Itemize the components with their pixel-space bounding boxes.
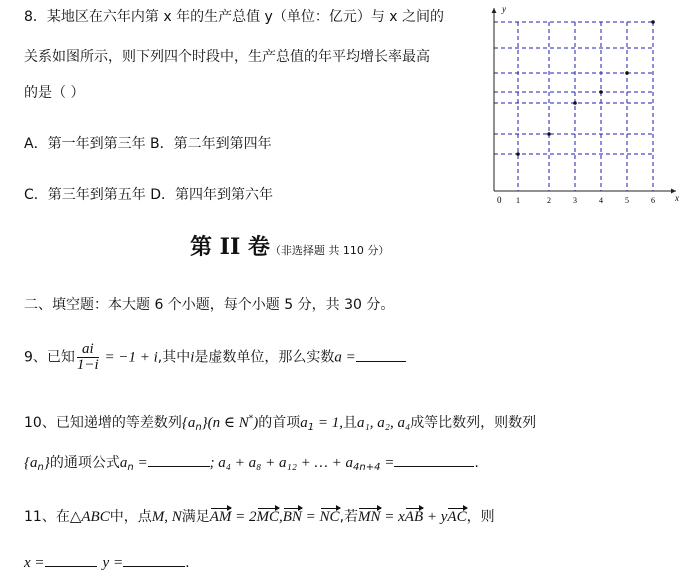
q9-fraction (77, 342, 99, 373)
data-point (599, 90, 603, 94)
growth-graph (470, 4, 680, 214)
q10-line2-sum-sub: 4n+4 (353, 462, 381, 473)
data-point (547, 132, 551, 136)
q11-plus: + y (423, 509, 448, 525)
q11-eq3: = x (380, 509, 405, 525)
q10-cond-close: ) (253, 415, 259, 431)
q10-line2 (24, 452, 479, 473)
part2-heading: 二、填空题：本大题 6 个小题，每个小题 5 分，共 30 分。 (24, 297, 395, 313)
graph-y-axis-label: y (502, 4, 506, 14)
q10-a1: a (300, 415, 308, 431)
q9-mid2: 是虚数单位，那么实数 (194, 349, 335, 366)
q10-line2-an-sub: n (127, 462, 134, 473)
graph-x-tick-5: 5 (625, 196, 629, 205)
q11-vec-nc: NC (319, 509, 340, 525)
q8-option-cd: C．第三年到第五年 D．第四年到第六年 (24, 187, 274, 203)
q10-mid: 的首项 (258, 415, 301, 431)
q10-line2-seq: {a (24, 455, 38, 471)
q11-x-eq: x = (24, 555, 45, 571)
q9-frac-num: ai (77, 342, 99, 358)
graph-origin-label: 0 (497, 195, 502, 205)
q8-option-ab: A．第一年到第三年 B．第二年到第四年 (24, 136, 272, 152)
q11-vec-ac: AC (447, 509, 467, 525)
q9-a-eq: a = (334, 349, 356, 366)
q11-vec-mc: MC (256, 509, 279, 525)
q9-frac-den: 1−i (76, 357, 99, 373)
q10-line2-eq: = (133, 455, 148, 471)
q10-line2-end: . (474, 455, 479, 471)
q10-a1-eq: = 1, (314, 415, 344, 431)
q10-mid3: 成等比数列，则数列 (410, 415, 537, 431)
q11-triangle: △ABC (69, 509, 110, 525)
q11-answer-blank-x[interactable] (45, 554, 97, 567)
q10-a1-sub: 1 (307, 422, 315, 433)
q9-line (24, 342, 406, 373)
q11-line1 (24, 506, 495, 526)
q9-answer-blank[interactable] (356, 349, 406, 362)
data-point (625, 71, 629, 75)
y-axis-arrow (492, 8, 497, 13)
q11-vec-ab: AB (404, 509, 424, 525)
q11-answer-blank-y[interactable] (123, 554, 185, 567)
q11-tail: ，则 (466, 509, 495, 525)
q9-i: i (190, 349, 195, 366)
graph-grid (494, 22, 653, 191)
q11-vec-am: AM (209, 509, 232, 525)
q10-line2-sum-eq: = (380, 455, 395, 471)
q11-mid3: ,若 (339, 509, 359, 525)
q10-seq-sub: n (195, 422, 202, 433)
q11-comma: , (279, 509, 283, 525)
graph-x-tick-1: 1 (516, 196, 520, 205)
q10-cond-sup: * (248, 414, 254, 424)
q11-y-eq: y = (102, 555, 124, 571)
q10-mid2: 且 (343, 415, 358, 431)
q10-seq-close: } (201, 415, 208, 431)
q11-mid: 中，点 (109, 509, 152, 525)
q10-line2-sum: ; a₄ + a₈ + a₁₂ + … + a (209, 455, 353, 471)
q10-line2-an: a (119, 455, 128, 471)
data-point (651, 20, 655, 24)
graph-x-tick-6: 6 (651, 196, 655, 205)
q11-vec-mn: MN (358, 509, 381, 525)
q11-eq1: = 2 (231, 509, 257, 525)
q11-prefix: 11、在 (24, 509, 70, 525)
graph-axes (492, 8, 677, 194)
data-point (573, 101, 577, 105)
graph-points (516, 20, 655, 156)
section-title-main: 第 II 卷 (190, 234, 270, 260)
q8-line1: 8．某地区在六年内第 x 年的生产总值 y（单位：亿元）与 x 之间的 (24, 9, 445, 25)
q11-end: . (185, 555, 190, 571)
q11-mid2: 满足 (181, 509, 210, 525)
graph-x-axis-label: x (675, 193, 679, 203)
q11-points: M, N (151, 509, 182, 525)
graph-x-tick-3: 3 (573, 196, 577, 205)
q11-line2 (24, 554, 190, 572)
graph-x-tick-4: 4 (599, 196, 603, 205)
q11-eq2: = (301, 509, 320, 525)
q10-line2-sub: n (37, 462, 44, 473)
q10-terms: a₁, a₂, a₄ (357, 415, 411, 431)
section-title (190, 230, 389, 261)
q10-seq: {a (181, 415, 196, 431)
q10-line1 (24, 412, 536, 433)
section-title-sub: （非选择题 共 110 分） (269, 244, 390, 257)
q9-comma: , (157, 349, 163, 366)
graph-x-tick-2: 2 (547, 196, 551, 205)
q10-line2-close: } (43, 455, 50, 471)
q10-prefix: 10、已知递增的等差数列 (24, 415, 182, 431)
q9-eq: = −1 + i (100, 349, 158, 366)
q10-cond-open: (n ∈ N (207, 415, 249, 431)
q10-line2-mid: 的通项公式 (49, 455, 120, 471)
q11-vec-bn: BN (282, 509, 302, 525)
q9-mid: 其中 (162, 349, 191, 366)
q9-prefix: 9、已知 (24, 349, 75, 366)
q8-line2: 关系如图所示，则下列四个时段中，生产总值的年平均增长率最高 (24, 49, 430, 65)
q8-line3: 的是（ ） (24, 85, 85, 101)
q10-answer-blank-1[interactable] (148, 454, 210, 467)
q10-answer-blank-2[interactable] (394, 454, 474, 467)
data-point (516, 152, 520, 156)
